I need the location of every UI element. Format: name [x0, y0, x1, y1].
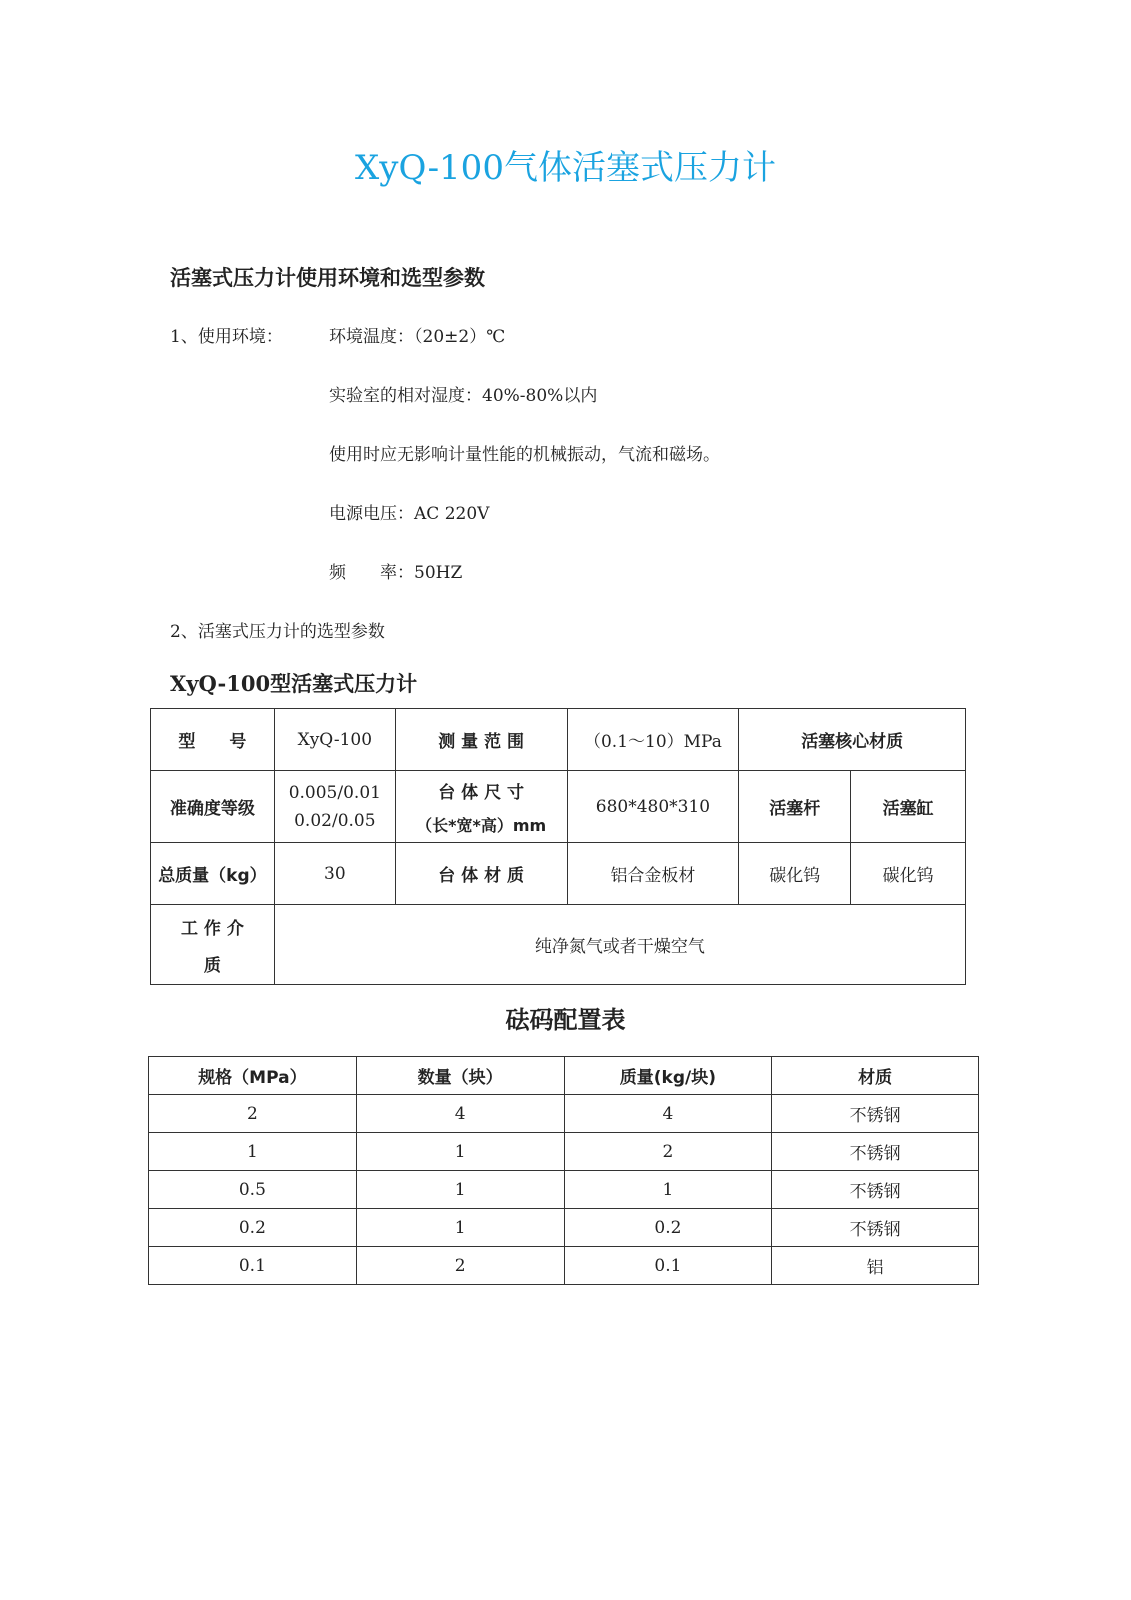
cell-quantity: 1 [356, 1171, 564, 1209]
env-label: 1、使用环境： [170, 327, 283, 347]
cell-spec: 0.1 [149, 1247, 357, 1285]
env-voltage: 电源电压：AC 220V [329, 504, 490, 524]
weights-table [148, 1056, 979, 1285]
cell-spec: 1 [149, 1133, 357, 1171]
spec-table-title: XyQ-100型活塞式压力计 [170, 671, 418, 696]
cell-material: 不锈钢 [772, 1095, 979, 1133]
cell-mass: 2 [564, 1133, 772, 1171]
accuracy-value-2: 0.02/0.05 [294, 810, 376, 831]
medium-value: 纯净氮气或者干燥空气 [274, 905, 965, 985]
size-label-1: 台 体 尺 寸 [438, 782, 525, 803]
mass-value: 30 [274, 843, 395, 905]
selection-label: 2、活塞式压力计的选型参数 [170, 622, 385, 642]
cell-quantity: 1 [356, 1133, 564, 1171]
header-spec: 规格（MPa） [149, 1057, 357, 1095]
cell-material: 铝 [772, 1247, 979, 1285]
env-humidity: 实验室的相对湿度：40%-80%以内 [329, 386, 598, 406]
cell-material: 不锈钢 [772, 1171, 979, 1209]
body-material-label: 台 体 材 质 [395, 843, 567, 905]
model-value: XyQ-100 [274, 709, 395, 771]
section-heading: 活塞式压力计使用环境和选型参数 [170, 266, 485, 290]
medium-label-1: 工 作 介 [181, 918, 244, 939]
weights-table-title: 砝码配置表 [505, 1006, 626, 1034]
cylinder-material: 碳化钨 [851, 843, 966, 905]
range-value: （0.1～10）MPa [567, 709, 739, 771]
rod-label: 活塞杆 [739, 771, 851, 843]
size-value: 680*480*310 [567, 771, 739, 843]
range-label: 测 量 范 围 [395, 709, 567, 771]
size-label [395, 771, 567, 843]
cell-spec: 0.2 [149, 1209, 357, 1247]
cell-quantity: 4 [356, 1095, 564, 1133]
table-row [149, 1247, 979, 1285]
accuracy-value-1: 0.005/0.01 [288, 782, 381, 803]
table-row [149, 1171, 979, 1209]
table-row [149, 1095, 979, 1133]
env-vibration: 使用时应无影响计量性能的机械振动，气流和磁场。 [329, 445, 720, 465]
table-row [149, 1209, 979, 1247]
header-quantity: 数量（块） [356, 1057, 564, 1095]
cell-material: 不锈钢 [772, 1209, 979, 1247]
cell-quantity: 1 [356, 1209, 564, 1247]
env-frequency: 频 率：50HZ [329, 563, 463, 583]
cell-spec: 2 [149, 1095, 357, 1133]
cell-quantity: 2 [356, 1247, 564, 1285]
size-label-2: （长*宽*高）mm [416, 815, 547, 835]
cell-mass: 4 [564, 1095, 772, 1133]
model-label: 型 号 [151, 709, 275, 771]
cell-mass: 1 [564, 1171, 772, 1209]
core-material-label: 活塞核心材质 [739, 709, 966, 771]
rod-material: 碳化钨 [739, 843, 851, 905]
cylinder-label: 活塞缸 [851, 771, 966, 843]
cell-material: 不锈钢 [772, 1133, 979, 1171]
header-mass: 质量(kg/块) [564, 1057, 772, 1095]
env-temperature: 环境温度：（20±2）℃ [329, 327, 506, 347]
cell-mass: 0.1 [564, 1247, 772, 1285]
table-row [149, 1133, 979, 1171]
mass-label: 总质量（kg） [151, 843, 275, 905]
accuracy-label: 准确度等级 [151, 771, 275, 843]
cell-spec: 0.5 [149, 1171, 357, 1209]
header-material: 材质 [772, 1057, 979, 1095]
body-material-value: 铝合金板材 [567, 843, 739, 905]
spec-table [150, 708, 966, 985]
page-title: XyQ-100气体活塞式压力计 [355, 148, 776, 188]
cell-mass: 0.2 [564, 1209, 772, 1247]
medium-label [151, 905, 275, 985]
medium-label-2: 质 [203, 955, 221, 976]
accuracy-value [274, 771, 395, 843]
